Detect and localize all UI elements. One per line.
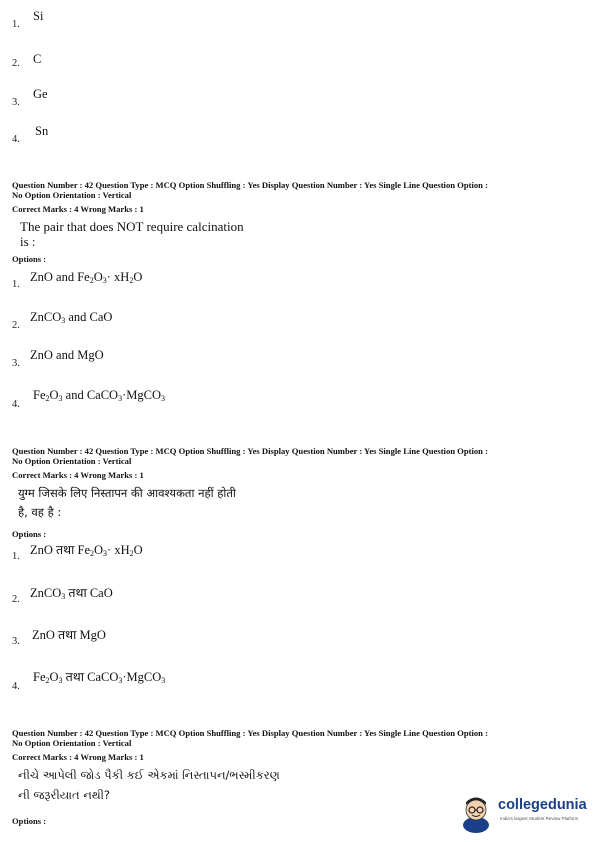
marks-info: Correct Marks : 4 Wrong Marks : 1 (12, 752, 144, 762)
question-meta: Question Number : 42 Question Type : MCQ Option Shuffling : Yes Display Question Number : Yes Single Line Question Option : (12, 446, 488, 456)
options-label: Options : (12, 529, 47, 539)
option-number: 3. (12, 358, 20, 369)
option-number: 2. (12, 320, 20, 331)
logo-name: collegedunia (498, 797, 587, 813)
option-text: $Fe_2O_3$ and CaCO$_3$·MgCO$_3$ (33, 388, 165, 403)
options-label: Options : (12, 816, 47, 826)
option-number: 1. (12, 279, 20, 290)
marks-info: Correct Marks : 4 Wrong Marks : 1 (12, 470, 144, 480)
option-number: 2. (12, 58, 20, 69)
option-text: Ge (33, 87, 48, 101)
option-text: ZnO and $Fe_2O_3\cdot xH_2O$ (30, 270, 143, 285)
question-meta-cont: No Option Orientation : Vertical (12, 738, 132, 748)
option-text: C (33, 52, 42, 66)
question-meta-cont: No Option Orientation : Vertical (12, 456, 132, 466)
option-number: 3. (12, 636, 20, 647)
option-text: $Fe_2O_3$ तथा CaCO$_3$·MgCO$_3$ (33, 670, 166, 685)
option-text: Si (33, 9, 44, 23)
student-mascot-icon (456, 793, 496, 833)
option-number: 1. (12, 551, 20, 562)
option-text: ZnO तथा $Fe_2O_3\cdot xH_2O$ (30, 543, 143, 558)
option-number: 4. (12, 681, 20, 692)
question-meta: Question Number : 42 Question Type : MCQ Option Shuffling : Yes Display Question Number : Yes Single Line Question Option : (12, 180, 488, 190)
option-text: ZnO तथा MgO (32, 628, 106, 642)
question-text: युग्म जिसके लिए निस्तापन की आवश्यकता नहीं होती (18, 486, 236, 500)
marks-info: Correct Marks : 4 Wrong Marks : 1 (12, 204, 144, 214)
option-number: 3. (12, 97, 20, 108)
question-text-cont: is : (20, 234, 36, 249)
option-text: ZnO and MgO (30, 348, 104, 362)
question-meta-cont: No Option Orientation : Vertical (12, 190, 132, 200)
question-text: નીચે આપેલી જોડ પૈકી કઈ એકમાં નિસ્તાપન/ભસ્મીકરણ (18, 768, 280, 782)
option-number: 4. (12, 399, 20, 410)
question-meta: Question Number : 42 Question Type : MCQ Option Shuffling : Yes Display Question Number : Yes Single Line Question Option : (12, 728, 488, 738)
option-number: 4. (12, 134, 20, 145)
question-text-cont: ની જરૂરીયાત નથી? (18, 788, 111, 802)
option-number: 1. (12, 19, 20, 30)
option-text: ZnCO$_3$ तथा CaO (30, 586, 113, 601)
option-text: ZnCO$_3$ and CaO (30, 310, 113, 325)
logo-tagline: India's largest Student Review Platform (500, 816, 579, 821)
options-label: Options : (12, 254, 47, 264)
question-text: The pair that does NOT require calcination (20, 219, 244, 234)
option-text: Sn (35, 124, 49, 138)
question-text-cont: है, वह है : (18, 505, 62, 519)
option-number: 2. (12, 594, 20, 605)
collegedunia-logo (456, 793, 586, 833)
